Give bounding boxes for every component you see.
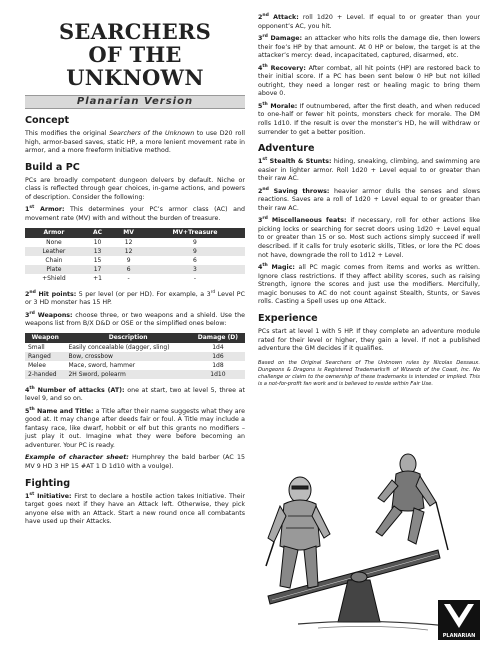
fighting-heading: Fighting <box>25 477 71 489</box>
table-row: Leather 13 12 9 <box>25 247 245 256</box>
table-row: Plate 17 6 3 <box>25 265 245 274</box>
build-heading: Build a PC <box>25 161 80 173</box>
table-row: Ranged Bow, crossbow 1d6 <box>25 352 245 361</box>
table-row: None 10 12 9 <box>46 238 197 246</box>
planarian-logo-icon <box>438 600 480 640</box>
legal-notice: Based on the Original Searchers of The Unknown rules by Nicolas Dessaux. Dungeons & Dragons is Registered Trademarks® of Wizards of the Coast, Inc. No challenge or claim to the ownership of these trademarks is intended or implied. This is a not-for-profit fan work and is believed to reside within Fair Use. <box>258 359 480 387</box>
weapons-table-header <box>25 333 245 343</box>
stealth-rule: 1st Stealth & Stunts: hiding, sneaking, climbing, and swimming are easier in lighter armor. Roll 1d20 + Level equal to or greater than their raw AC. <box>258 157 480 183</box>
armor-table-header <box>25 228 245 238</box>
seesaw-illustration <box>258 446 480 642</box>
right-column <box>258 0 480 388</box>
description-col-header: Description <box>65 333 190 343</box>
ac-col-header: AC <box>83 228 113 238</box>
title-line-1: SEARCHERS <box>59 19 211 44</box>
title-line-2: OF THE UNKNOWN <box>66 42 204 90</box>
damage-rule: 3rd Damage: an attacker who hits rolls the damage die, then lowers their foe’s HP by that amount. At 0 HP or below, the target is at the attacker’s mercy: dead, incapacitated, captured, disarmed, etc. <box>258 33 480 60</box>
weapon-col-header: Weapon <box>25 333 65 343</box>
attack-rule: 2nd Attack: roll 1d20 + Level. If equal to or greater than your opponent’s AC, you hit. <box>258 12 480 30</box>
table-row: Chain 15 9 6 <box>45 256 197 264</box>
experience-heading: Experience <box>258 313 318 324</box>
subtitle-bar: Planarian Version <box>25 95 245 109</box>
table-row: Melee Mace, sword, hammer 1d8 <box>28 361 224 369</box>
damage-col-header: Damage (D) <box>191 333 245 343</box>
table-row: +Shield +1 - - <box>42 274 197 282</box>
build-intro: PCs are broadly competent dungeon delvers by default. Niche or class is reflected through gear choices, in-game actions, and powers of description. Consider the following: <box>25 176 245 201</box>
mv-treasure-col-header: MV+Treasure <box>145 228 245 238</box>
left-column <box>25 0 245 531</box>
recovery-rule: 4th Recovery: After combat, all hit points (HP) are restored back to their initial score. If a PC has been sent below 0 HP but not killed outright, they need a longer rest or healing magic to bring them above 0. <box>258 63 480 98</box>
concept-heading: Concept <box>25 115 70 126</box>
attacks-rule: 4th Number of attacks (AT): one at start, two at level 5, three at level 9, and so on. <box>25 385 245 403</box>
armor-rule: 1st Armor: This determines your PC’s armor class (AC) and movement rate (MV) with and without the burden of treasure. <box>25 205 245 222</box>
armor-col-header: Armor <box>25 228 83 238</box>
morale-rule: 5th Morale: If outnumbered, after the first death, and when reduced to one-half or fewer hit points, monsters check for morale. The DM rolls 1d10. If the result is over the monster’s HD, he will withdraw or surrender to get a better position. <box>258 101 480 136</box>
table-row: Small Easily concealable (dagger, sling) 1d4 <box>28 343 224 351</box>
character-example: Example of character sheet: Humphrey the bald barber (AC 15 MV 9 HD 3 HP 15 #AT 1 D 1d10 with a voulge). <box>25 454 246 471</box>
weapons-table <box>25 333 245 379</box>
table-row: 2-handed 2H Sword, polearm 1d10 <box>25 370 245 379</box>
saving-throws-rule: 2nd Saving throws: heavier armor dulls the senses and slows reactions. Saves are a roll of 1d20 + Level equal to or greater than their raw AC. <box>258 186 480 212</box>
weapons-rule: 3rd Weapons: choose three, or two weapons and a shield. Use the weapons list from B/X D&D or OSE or the simplified ones below: <box>25 310 246 328</box>
magic-rule: 4th Magic: all PC magic comes from items and works as written. Ignore class restrictions. If they affect ability scores, such as raising Strength, ignore the scores and just use the modifiers. Mercifully, magic bonuses to AC do not count against Stealth, Stunts, or Saves rolls. Casting a Spell uses up one Attack. <box>258 262 480 306</box>
concept-text: This modifies the original Searchers of the Unknown to use D20 roll high, armor-based saves, static HP, a more lenient movement rate in armor, and a more freeform Initiative method. <box>25 130 245 155</box>
hp-rule: 2nd Hit points: 5 per level (or per HD). For example, a 3rd Level PC or 3 HD monster has 15 HP. <box>25 289 245 307</box>
name-title-rule: 5th Name and Title: a Title after their name suggests what they are good at. It may change after deeds fair or foul. A Title may include a fantasy race, like dwarf, hobbit or elf but this grants no modifiers – just play it out. Imagine what they were before becoming an adventurer. Your PC is ready. <box>25 406 245 450</box>
initiative-rule: 1st Initiative: First to declare a hostile action takes Initiative. Their target goes next if they have an Attack left. Otherwise, they pick anyone else with an Attack. Start a new round once all combatants have used up their Attacks. <box>25 491 246 526</box>
page-title <box>25 20 245 89</box>
armor-table <box>25 228 245 283</box>
experience-text: PCs start at level 1 with 5 HP. If they complete an adventure module rated for their level or higher, they gain a level. If not a published adventure the GM decides if it qualifies. <box>258 328 480 353</box>
logo-text: PLANARIAN <box>442 633 476 639</box>
planarian-logo <box>438 600 480 640</box>
misc-feats-rule: 3rd Miscellaneous feats: if necessary, roll for other actions like picking locks or searching for secret doors using 1d20 + Level equal to or greater than 15 or so. Most such actions simply succeed if well described. If it calls for truly esoteric skills, Titles, or lore the PC does not have, downgrade the roll to 1d12 + Level. <box>258 216 480 259</box>
mv-col-header: MV <box>112 228 145 238</box>
adventure-heading: Adventure <box>258 143 315 155</box>
